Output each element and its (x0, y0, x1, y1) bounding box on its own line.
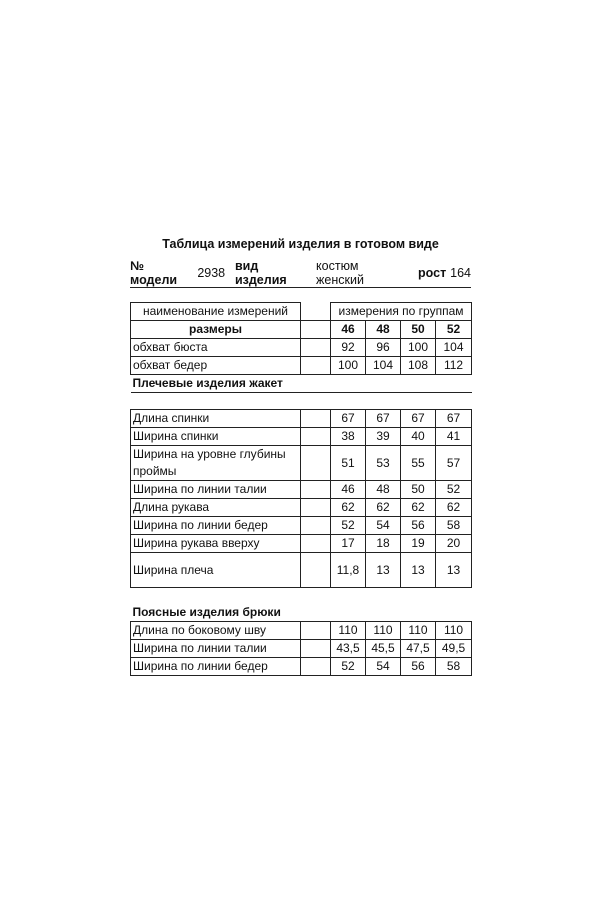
spacer (130, 288, 471, 302)
table-row (131, 428, 472, 446)
value-cell: 58 (436, 658, 472, 676)
value-cell: 49,5 (436, 640, 472, 658)
sizes-row (131, 321, 472, 339)
table-row (131, 446, 472, 481)
value-cell: 56 (401, 658, 436, 676)
value-cell: 55 (401, 446, 436, 481)
value-cell: 46 (331, 481, 366, 499)
sheet-title: Таблица измерений изделия в готовом виде (162, 237, 439, 251)
value-cell: 19 (401, 535, 436, 553)
value-cell: 54 (366, 517, 401, 535)
section-title: Плечевые изделия жакет (131, 375, 472, 393)
value-cell: 38 (331, 428, 366, 446)
value-cell: 67 (366, 410, 401, 428)
table-row (131, 517, 472, 535)
value-cell: 100 (401, 339, 436, 357)
type-value: костюм женский (316, 259, 364, 287)
value-cell: 54 (366, 658, 401, 676)
value-cell: 92 (331, 339, 366, 357)
table-row (131, 481, 472, 499)
blank-row (131, 588, 472, 605)
table-row (131, 357, 472, 375)
table-row (131, 622, 472, 640)
type-label: вид изделия (234, 259, 287, 287)
value-cell: 13 (366, 553, 401, 588)
measurement-name: обхват бюста (131, 339, 301, 357)
section-row (131, 375, 472, 393)
value-cell: 58 (436, 517, 472, 535)
col-name-header: наименование измерений (131, 303, 301, 321)
value-cell: 110 (436, 622, 472, 640)
value-cell: 104 (366, 357, 401, 375)
measurement-name: Длина спинки (131, 410, 301, 428)
value-cell: 62 (436, 499, 472, 517)
value-cell: 56 (401, 517, 436, 535)
measurement-name: Ширина спинки (131, 428, 301, 446)
measurement-name: Ширина по линии бедер (131, 658, 301, 676)
value-cell: 62 (331, 499, 366, 517)
value-cell: 20 (436, 535, 472, 553)
value-cell: 62 (401, 499, 436, 517)
measurement-name: Ширина плеча (131, 553, 301, 588)
value-cell: 52 (331, 658, 366, 676)
measurement-name: Ширина по линии талии (131, 481, 301, 499)
blank-row (131, 393, 472, 410)
value-cell: 104 (436, 339, 472, 357)
value-cell: 108 (401, 357, 436, 375)
section-title: Поясные изделия брюки (131, 604, 472, 622)
measurement-name: Длина рукава (131, 499, 301, 517)
table-row (131, 339, 472, 357)
header-row (131, 303, 472, 321)
measurements-table (130, 302, 472, 676)
value-cell: 52 (331, 517, 366, 535)
value-cell: 52 (436, 481, 472, 499)
size-cell: 46 (331, 321, 366, 339)
value-cell: 96 (366, 339, 401, 357)
value-cell: 11,8 (331, 553, 366, 588)
value-cell: 62 (366, 499, 401, 517)
value-cell: 110 (366, 622, 401, 640)
value-cell: 47,5 (401, 640, 436, 658)
table-row (131, 640, 472, 658)
table-row (131, 658, 472, 676)
size-cell: 50 (401, 321, 436, 339)
col-groups-header: измерения по группам (331, 303, 472, 321)
value-cell: 110 (331, 622, 366, 640)
value-cell: 67 (436, 410, 472, 428)
size-cell: 52 (436, 321, 472, 339)
table-row (131, 553, 472, 588)
value-cell: 45,5 (366, 640, 401, 658)
value-cell: 50 (401, 481, 436, 499)
model-info (130, 259, 471, 288)
value-cell: 48 (366, 481, 401, 499)
value-cell: 67 (401, 410, 436, 428)
value-cell: 100 (331, 357, 366, 375)
measurement-name: Ширина на уровне глубины проймы (131, 446, 301, 481)
value-cell: 41 (436, 428, 472, 446)
size-cell: 48 (366, 321, 401, 339)
model-label: № модели (130, 259, 178, 287)
value-cell: 110 (401, 622, 436, 640)
table-row (131, 410, 472, 428)
value-cell: 57 (436, 446, 472, 481)
value-cell: 18 (366, 535, 401, 553)
value-cell: 13 (436, 553, 472, 588)
table-row (131, 499, 472, 517)
sizes-label: размеры (131, 321, 301, 339)
table-row (131, 535, 472, 553)
measurement-name: обхват бедер (131, 357, 301, 375)
measurement-name: Ширина рукава вверху (131, 535, 301, 553)
value-cell: 40 (401, 428, 436, 446)
value-cell: 43,5 (331, 640, 366, 658)
value-cell: 51 (331, 446, 366, 481)
measurements-sheet (130, 229, 471, 676)
value-cell: 39 (366, 428, 401, 446)
measurement-name: Длина по боковому шву (131, 622, 301, 640)
model-value: 2938 (197, 266, 226, 280)
measurement-name: Ширина по линии талии (131, 640, 301, 658)
value-cell: 17 (331, 535, 366, 553)
section-row (131, 604, 472, 622)
value-cell: 13 (401, 553, 436, 588)
value-cell: 67 (331, 410, 366, 428)
height-label: рост (418, 266, 447, 280)
measurement-name: Ширина по линии бедер (131, 517, 301, 535)
value-cell: 53 (366, 446, 401, 481)
value-cell: 112 (436, 357, 472, 375)
height-value: 164 (450, 266, 472, 280)
